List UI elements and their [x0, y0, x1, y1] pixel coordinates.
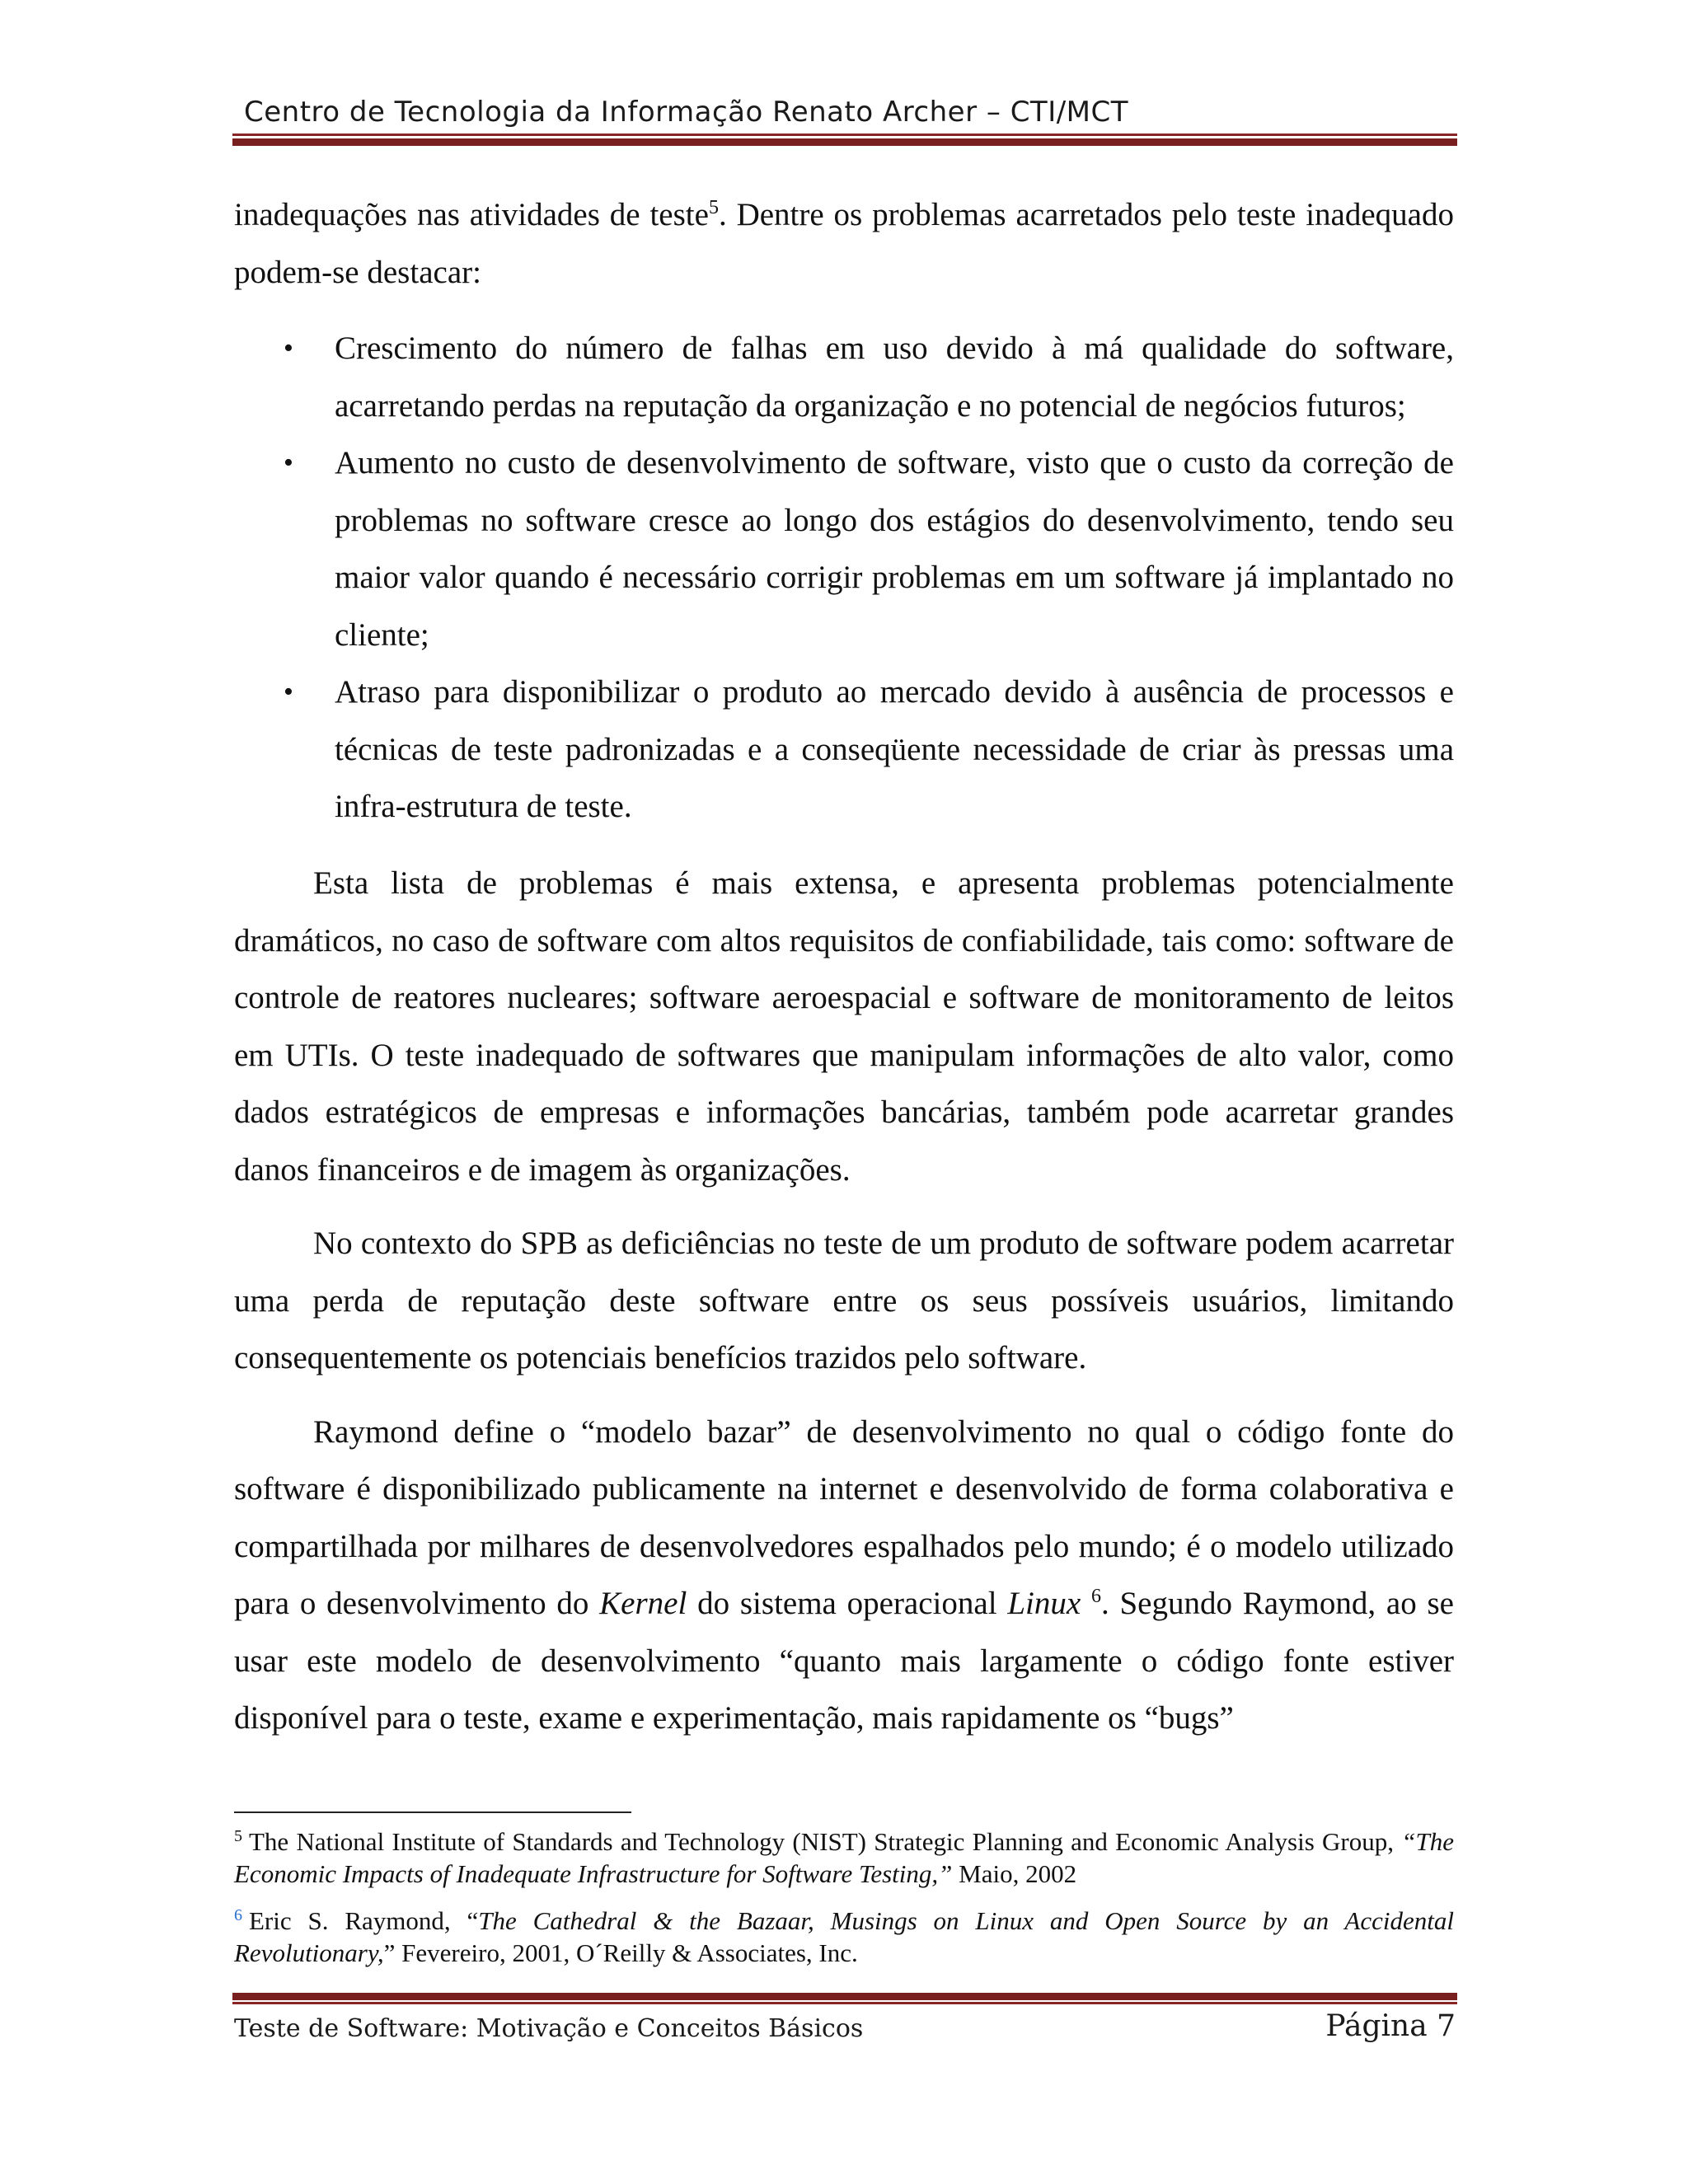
page-number: Página 7 [1325, 2009, 1456, 2043]
intro-text: inadequações nas atividades de teste [234, 197, 709, 232]
footnote-title: “The Economic Impacts of Inadequate Infrastructure for Software Testing,” [234, 1827, 1454, 1888]
paragraph-raymond-text: Raymond define o “modelo bazar” de desenvolvimento no qual o código fonte do software é disponibilizado publicamente na internet e desenvolvido de forma colaborativa e compartilhada por milhares de desenvolvedores espalhados pelo mundo; é o modelo utilizado para o desenvolvimento do [234, 1413, 1454, 1621]
footnotes [234, 1825, 1454, 1984]
footnote-6 [234, 1905, 1454, 1969]
linux-term: Linux [1007, 1586, 1081, 1621]
footnote-mark: 5 [234, 1826, 242, 1845]
footnote-text: The National Institute of Standards and Technology (NIST) Strategic Planning and Economic Analysis Group, [249, 1827, 1402, 1856]
bullet-list [234, 320, 1454, 836]
footnote-title: The Cathedral & the Bazaar, Musings on Linux and Open Source by an Accidental Revolutionary, [234, 1906, 1454, 1967]
paragraph-raymond [234, 1404, 1454, 1747]
bullet-icon: • [284, 677, 293, 707]
bullet-text: Atraso para disponibilizar o produto ao mercado devido à ausência de processos e técnicas de teste padronizadas e a conseqüente necessidade de criar às pressas uma infra-estrutura de teste. [335, 674, 1454, 824]
bullet-text: Aumento no custo de desenvolvimento de software, visto que o custo da correção de problemas no software cresce ao longo dos estágios do desenvolvimento, tendo seu maior valor quando é necessário corrigir problemas em um software já implantado no cliente; [335, 445, 1454, 653]
kernel-term: Kernel [599, 1586, 687, 1621]
footnote-mark: 6 [234, 1905, 242, 1924]
paragraph-problems: Esta lista de problemas é mais extensa, e apresenta problemas potencialmente dramáticos, no caso de software com altos requisitos de confiabilidade, tais como: software de controle de reatores nucleares; software aeroespacial e software de monitoramento de leitos em UTIs. O teste inadequado de softwares que manipulam informações de alto valor, como dados estratégicos de empresas e informações bancárias, também pode acarretar grandes danos financeiros e de imagem às organizações. [234, 865, 1454, 1188]
footer-title: Teste de Software: Motivação e Conceitos Básicos [234, 2014, 864, 2043]
list-item [234, 434, 1454, 663]
paragraph-raymond-text-3: . Segundo Raymond, ao se usar este modelo de desenvolvimento “quanto mais largamente o código fonte estiver disponível para o teste, exame e experimentação, mais rapidamente os “bugs” [234, 1586, 1454, 1736]
intro-paragraph [234, 186, 1454, 301]
footnote-text: Eric S. Raymond, “ [249, 1906, 479, 1935]
header-rule-thin [232, 134, 1457, 136]
footnote-tail: Maio, 2002 [952, 1859, 1077, 1888]
bullet-icon: • [284, 333, 293, 363]
footnote-ref-6[interactable]: 6 [1090, 1586, 1101, 1607]
footer-rule-thin [232, 2002, 1457, 2004]
list-item [234, 663, 1454, 836]
paragraph-spb: No contexto do SPB as deficiências no teste de um produto de software podem acarretar uma perda de reputação deste software entre os seus possíveis usuários, limitando consequentemente os potenciais benefícios trazidos pelo software. [234, 1226, 1454, 1376]
footnote-5 [234, 1825, 1454, 1890]
intro-text-cont: . Dentre os problemas acarretados pelo teste inadequado podem-se destacar: [234, 197, 1454, 290]
footnote-ref-5[interactable]: 5 [708, 197, 719, 218]
bullet-icon: • [284, 448, 293, 478]
paragraph-raymond-text-2: do sistema operacional [687, 1586, 1008, 1621]
header-rule-thick [232, 138, 1457, 146]
list-item [234, 320, 1454, 434]
footnote-tail: ” Fevereiro, 2001, O´Reilly & Associates, Inc. [383, 1938, 858, 1967]
footnote-separator [234, 1811, 631, 1813]
running-header: Centro de Tecnologia da Informação Renato Archer – CTI/MCT [244, 96, 1129, 129]
bullet-text: Crescimento do número de falhas em uso devido à má qualidade do software, acarretando perdas na reputação da organização e no potencial de negócios futuros; [335, 330, 1454, 424]
main-paragraphs [234, 855, 1454, 1747]
footer-rule-thick [232, 1993, 1457, 2000]
